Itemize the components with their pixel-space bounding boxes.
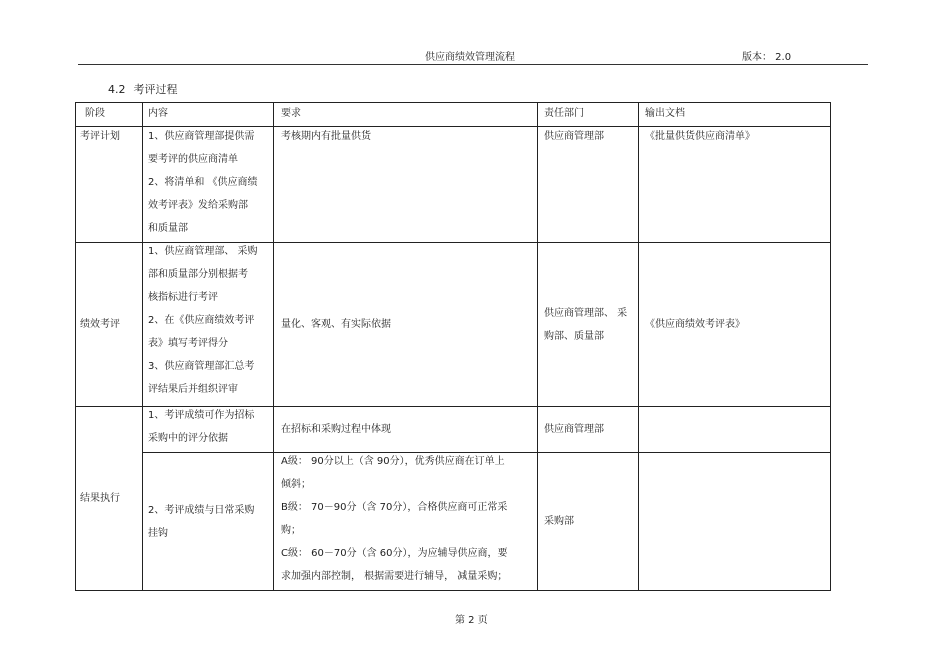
text-line: 采购中的评分依据 — [148, 433, 228, 444]
row2-output: 《供应商绩效考评表》 — [645, 319, 745, 330]
section-title: 考评过程 — [133, 83, 178, 96]
header-requirement: 要求 — [281, 108, 301, 119]
table-divider-v3 — [537, 102, 538, 591]
text-line: 1、供应商管理部、 采购 — [148, 246, 258, 257]
process-table — [75, 102, 831, 591]
table-divider-v1 — [142, 102, 143, 591]
text-line: 和质量部 — [148, 223, 188, 234]
header-stage: 阶段 — [85, 108, 105, 119]
row1-output: 《批量供货供应商清单》 — [645, 131, 755, 142]
text-line: 要考评的供应商清单 — [148, 154, 238, 165]
text-line: 考核期内有批量供货 — [281, 131, 371, 142]
section-heading — [108, 81, 178, 97]
table-border-bottom — [75, 590, 831, 591]
row3b-department: 采购部 — [544, 516, 574, 527]
text-line: 1、供应商管理部提供需 — [148, 131, 255, 142]
text-line: 部和质量部分别根据考 — [148, 269, 248, 280]
text-line: B级： 70－90分（含 70分），合格供应商可正常采 — [281, 502, 508, 513]
text-line: 表》填写考评得分 — [148, 338, 228, 349]
row3-stage: 结果执行 — [80, 493, 120, 504]
text-line: 效考评表》发给采购部 — [148, 200, 248, 211]
header-title: 供应商绩效管理流程 — [425, 52, 515, 63]
text-line: 核指标进行考评 — [148, 292, 218, 303]
row3a-department: 供应商管理部 — [544, 424, 604, 435]
text-line: 1、考评成绩可作为招标 — [148, 410, 255, 421]
header-content: 内容 — [148, 108, 168, 119]
text-line: 3、供应商管理部汇总考 — [148, 361, 255, 372]
table-divider-v4 — [638, 102, 639, 591]
row2-requirement: 量化、客观、有实际依据 — [281, 319, 391, 330]
header-version: 版本： 2.0 — [742, 52, 792, 63]
row3b-requirement — [281, 450, 508, 588]
row2-stage: 绩效考评 — [80, 319, 120, 330]
page-number: 第 2 页 — [455, 615, 488, 626]
content-lines — [148, 499, 254, 545]
text-line: 供应商管理部 — [544, 131, 604, 142]
table-border-left — [75, 102, 76, 591]
section-number: 4.2 — [108, 83, 126, 96]
text-line: 倾斜； — [281, 479, 311, 490]
row1-department — [544, 125, 604, 148]
text-line: 购部、质量部 — [544, 330, 604, 342]
row1-stage: 考评计划 — [80, 131, 120, 142]
header-output: 输出文档 — [645, 108, 685, 119]
row2-department — [544, 243, 627, 406]
row3b-content — [148, 453, 254, 590]
text-line: 供应商管理部、 采 — [544, 307, 628, 319]
row2-content — [148, 240, 258, 401]
header-rule — [78, 64, 868, 65]
table-divider-v2 — [273, 102, 274, 591]
header-department: 责任部门 — [544, 108, 584, 119]
row3a-content — [148, 404, 254, 450]
text-line: 求加强内部控制， 根据需要进行辅导， 减量采购； — [281, 571, 508, 582]
text-line: 2、考评成绩与日常采购 — [148, 504, 255, 516]
row3a-requirement: 在招标和采购过程中体现 — [281, 424, 391, 435]
table-border-top — [75, 102, 831, 103]
text-line: A级： 90分以上（含 90分），优秀供应商在订单上 — [281, 456, 505, 467]
text-line: C级： 60－70分（含 60分），为应辅导供应商，要 — [281, 548, 508, 559]
text-line: 购； — [281, 525, 301, 536]
table-border-right — [830, 102, 831, 591]
row1-requirement — [281, 125, 371, 148]
row1-content — [148, 125, 258, 240]
text-line: 2、在《供应商绩效考评 — [148, 315, 255, 326]
text-line: 评结果后并组织评审 — [148, 384, 238, 395]
text-line: 挂钩 — [148, 527, 168, 539]
text-line: 2、将清单和 《供应商绩 — [148, 177, 258, 188]
department-lines — [544, 302, 627, 348]
